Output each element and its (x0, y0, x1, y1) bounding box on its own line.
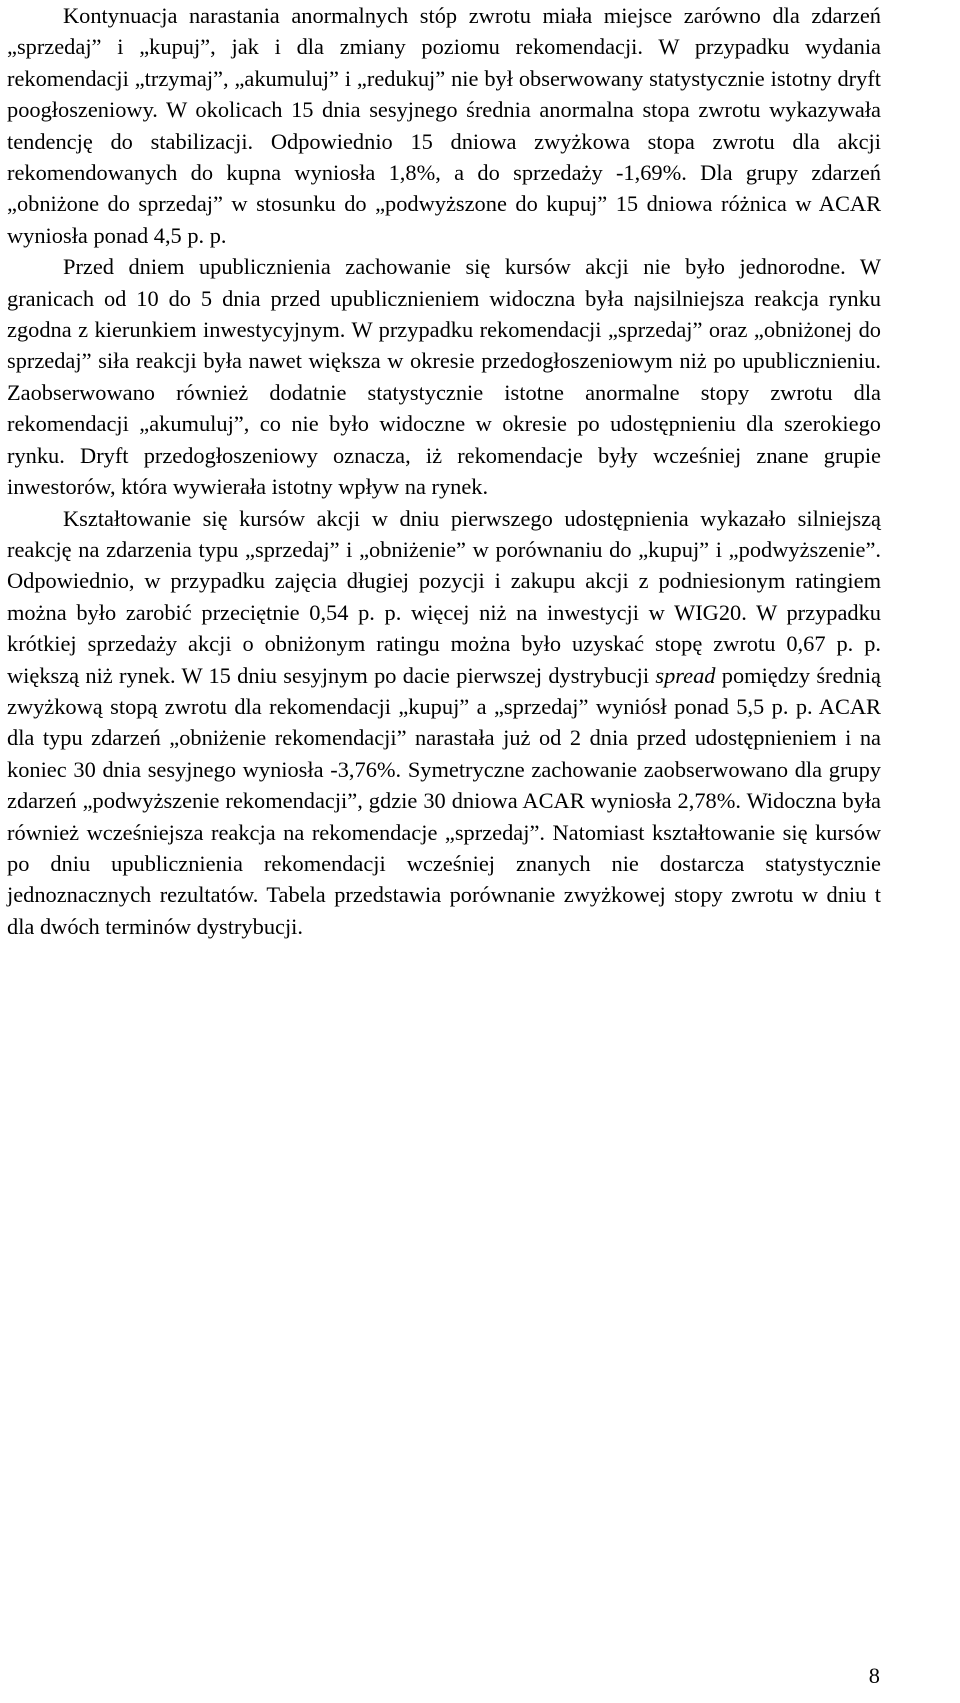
paragraph-2: Przed dniem upublicznienia zachowanie się kursów akcji nie było jednorodne. W granicach od 10 do 5 dnia przed upublicznieniem widoczna była najsilniejsza reakcja rynku zgodna z kierunkiem inwestycyjnym. W przypadku rekomendacji „sprzedaj” oraz „obniżonej do sprzedaj” siła reakcji była nawet większa w okresie przedogłoszeniowym niż po upublicznieniu. Zaobserwowano również dodatnie statystycznie istotne anormalne stopy zwrotu dla rekomendacji „akumuluj”, co nie było widoczne w okresie po udostępnieniu dla szerokiego rynku. Dryft przedogłoszeniowy oznacza, iż rekomendacje były wcześniej znane grupie inwestorów, która wywierała istotny wpływ na rynek. (7, 254, 881, 500)
paragraph-3-italic-term: spread (655, 662, 716, 688)
paragraph-3-text-end: pomiędzy średnią zwyżkową stopą zwrotu dla rekomendacji „kupuj” a „sprzedaj” wyniósł ponad 5,5 p. p. ACAR dla typu zdarzeń „obniżenie rekomendacji” narastała już od 2 dnia przed udostępnieniem i na koniec 30 dnia sesyjnego wyniosła -3,76%. Symetryczne zachowanie zaobserwowano dla grupy zdarzeń „podwyższenie rekomendacji”, gdzie 30 dniowa ACAR wyniosła 2,78%. Widoczna była również wcześniejsza reakcja na rekomendacje „sprzedaj”. Natomiast kształtowanie się kursów po dniu upublicznienia rekomendacji wcześniej znanych nie dostarcza statystycznie jednoznacznych rezultatów. Tabela przedstawia porównanie zwyżkowej stopy zwrotu w dniu t dla dwóch terminów dystrybucji. (7, 662, 881, 939)
paragraph-3 (7, 503, 881, 943)
document-body (7, 0, 881, 942)
paragraph-1: Kontynuacja narastania anormalnych stóp zwrotu miała miejsce zarówno dla zdarzeń „sprzedaj” i „kupuj”, jak i dla zmiany poziomu rekomendacji. W przypadku wydania rekomendacji „trzymaj”, „akumuluj” i „redukuj” nie był obserwowany statystycznie istotny dryft poogłoszeniowy. W okolicach 15 dnia sesyjnego średnia anormalna stopa zwrotu wykazywała tendencję do stabilizacji. Odpowiednio 15 dniowa zwyżkowa stopa zwrotu dla akcji rekomendowanych do kupna wyniosła 1,8%, a do sprzedaży -1,69%. Dla grupy zdarzeń „obniżone do sprzedaj” w stosunku do „podwyższone do kupuj” 15 dniowa różnica w ACAR wyniosła ponad 4,5 p. p. (7, 3, 881, 248)
page-number: 8 (868, 1663, 880, 1688)
paragraph-3-text-start: Kształtowanie się kursów akcji w dniu pierwszego udostępnienia wykazało silniejszą reakcję na zdarzenia typu „sprzedaj” i „obniżenie” w porównaniu do „kupuj” i „podwyższenie”. Odpowiednio, w przypadku zajęcia długiej pozycji i zakupu akcji z podniesionym ratingiem można było zarobić przeciętnie 0,54 p. p. więcej niż na inwestycji w WIG20. W przypadku krótkiej sprzedaży akcji o obniżonym ratingu można było uzyskać stopę zwrotu 0,67 p. p. większą niż rynek. W 15 dniu sesyjnym po dacie pierwszej dystrybucji (7, 505, 881, 688)
